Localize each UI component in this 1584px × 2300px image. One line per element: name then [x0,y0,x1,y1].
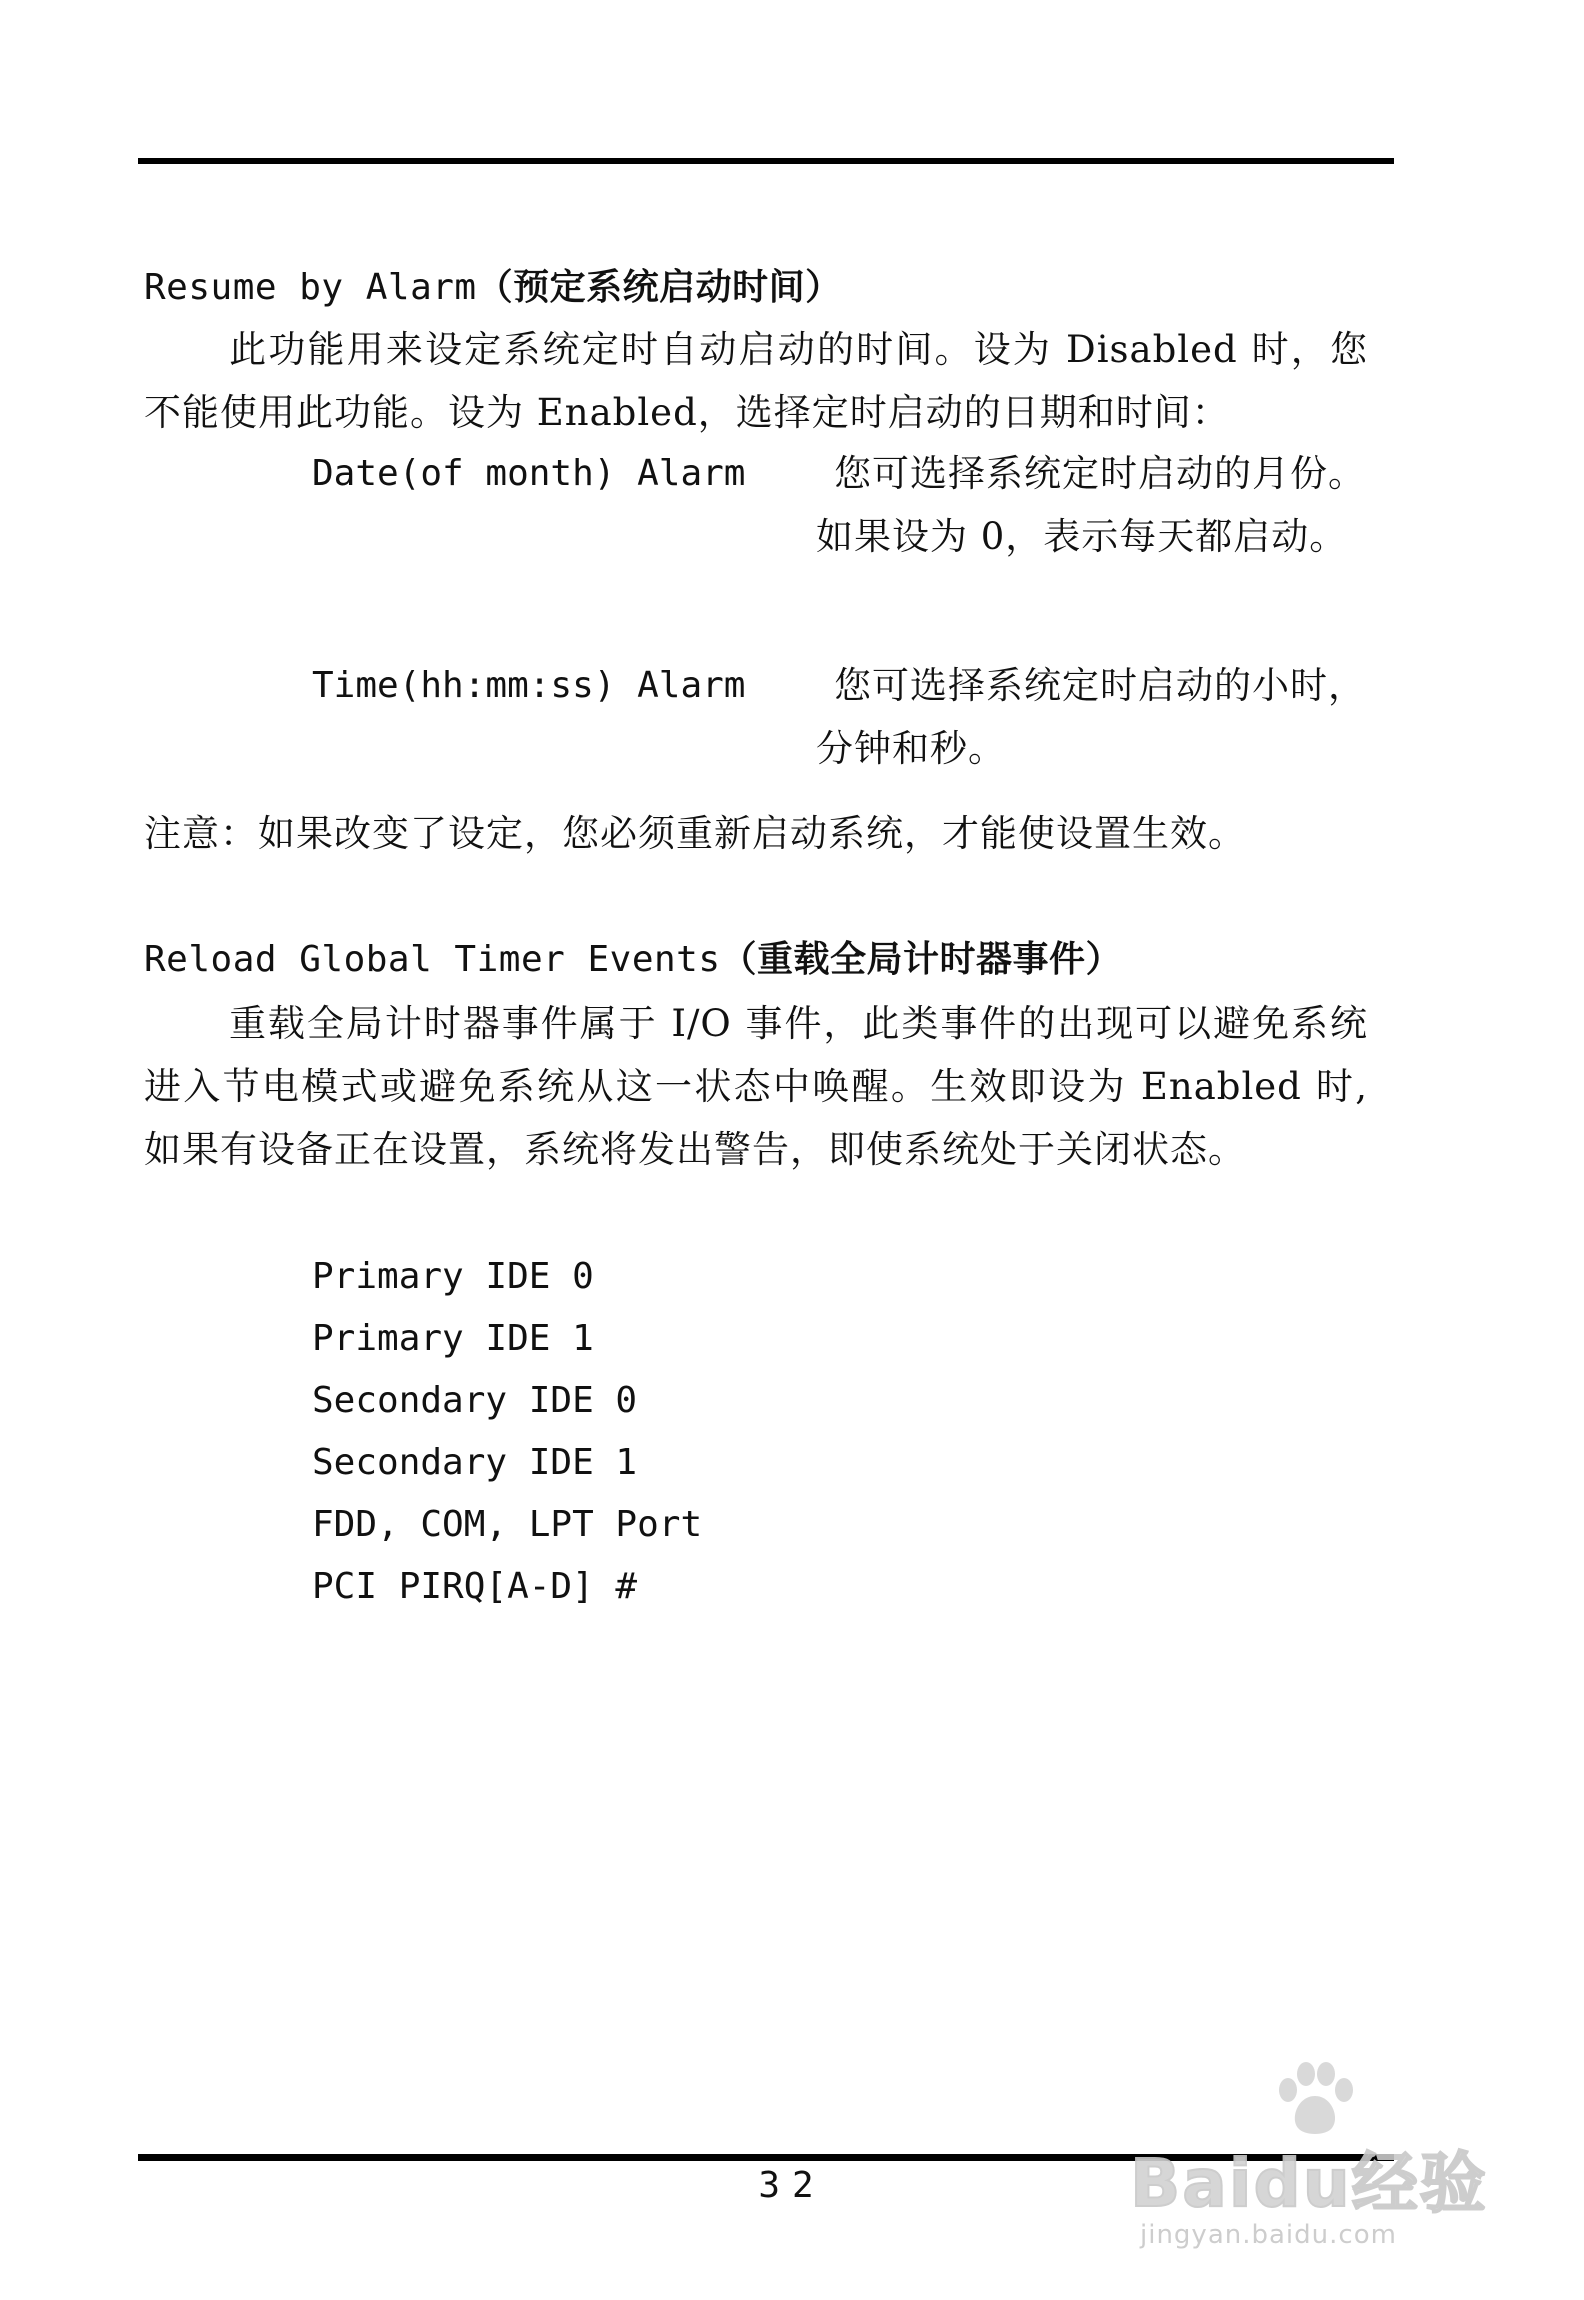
paragraph-text: 此功能用来设定系统定时自动启动的时间。设为 Disabled 时，您不能使用此功能。设为 Enabled，选择定时启动的日期和时间： [144,328,1368,434]
watermark-url: jingyan.baidu.com [1140,2220,1397,2250]
list-item: Primary IDE 0 [312,1256,594,1297]
heading-english: Resume by Alarm [144,267,477,308]
baidu-jingyan-watermark [1120,2060,1500,2260]
resume-alarm-paragraph [144,318,1368,444]
option-name-date-alarm: Date(of month) Alarm [312,453,746,494]
list-item: Secondary IDE 1 [312,1442,638,1483]
list-item: PCI PIRQ[A-D] # [312,1566,638,1607]
heading-chinese: （重载全局计时器事件） [720,939,1123,980]
watermark-brand: Baidu经验 [1130,2145,1488,2222]
page-number: 32 [758,2165,826,2206]
paw-logo-icon [1270,2060,1360,2140]
note-text: 注意：如果改变了设定，您必须重新启动系统，才能使设置生效。 [144,812,1246,855]
section-heading-reload-global-timer [144,938,1122,982]
heading-chinese: （预定系统启动时间） [476,267,842,308]
top-rule [138,158,1394,164]
reload-timer-paragraph [144,992,1368,1181]
section-heading-resume-by-alarm [144,266,842,310]
list-item: Primary IDE 1 [312,1318,594,1359]
list-item: FDD, COM, LPT Port [312,1504,703,1545]
option-desc-time-alarm: 您可选择系统定时启动的小时，分钟和秒。 [816,664,1366,770]
option-name-time-alarm: Time(hh:mm:ss) Alarm [312,665,746,706]
option-desc-date-alarm: 您可选择系统定时启动的月份。如果设为 0，表示每天都启动。 [816,452,1366,558]
heading-english: Reload Global Timer Events [144,939,721,980]
paragraph-text: 重载全局计时器事件属于 I/O 事件，此类事件的出现可以避免系统进入节电模式或避免系统从这一状态中唤醒。生效即设为 Enabled 时,如果有设备正在设置，系统将发出警告，即使系统处于关闭状态。 [144,1002,1368,1171]
list-item: Secondary IDE 0 [312,1380,638,1421]
io-event-list [312,1246,702,1618]
